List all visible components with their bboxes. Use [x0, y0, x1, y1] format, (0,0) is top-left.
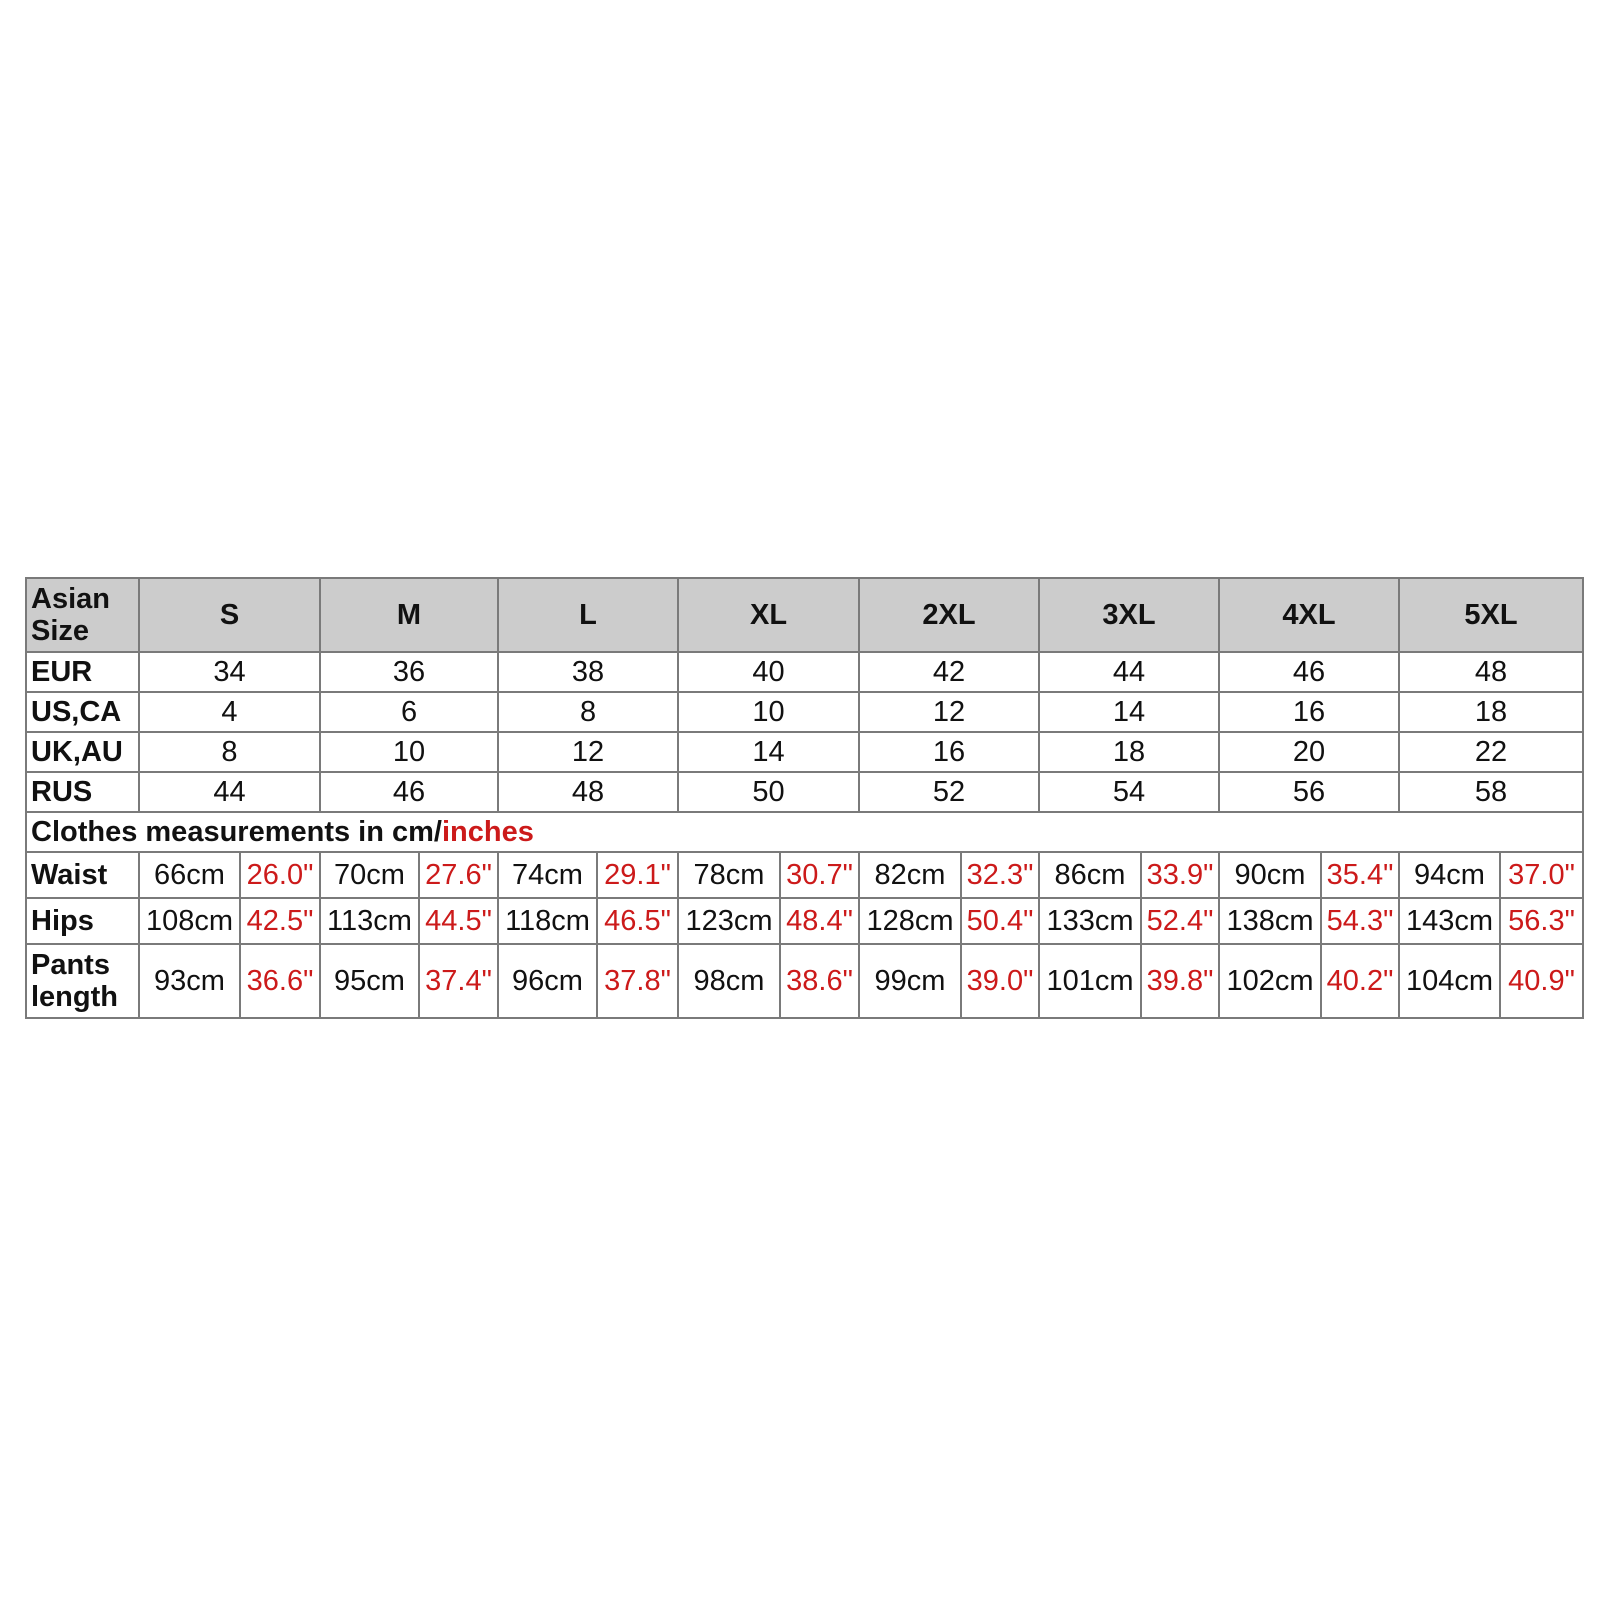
cm-cell: 95cm: [320, 944, 419, 1018]
cm-cell: 96cm: [498, 944, 597, 1018]
inch-cell: 40.2": [1321, 944, 1399, 1018]
inch-cell: 54.3": [1321, 898, 1399, 944]
table-cell: 20: [1219, 732, 1399, 772]
size-4xl-header: 4XL: [1219, 578, 1399, 652]
cm-cell: 93cm: [139, 944, 240, 1018]
inch-cell: 29.1": [597, 852, 678, 898]
table-cell: 14: [1039, 692, 1219, 732]
row-label: EUR: [26, 652, 139, 692]
measurement-row-pants-length: [26, 944, 1583, 1018]
section-heading-text: Clothes measurements in cm/: [31, 816, 442, 848]
row-label: Hips: [26, 898, 139, 944]
cm-cell: 66cm: [139, 852, 240, 898]
cm-cell: 128cm: [859, 898, 961, 944]
table-cell: 14: [678, 732, 859, 772]
inch-cell: 42.5": [240, 898, 320, 944]
table-cell: 38: [498, 652, 678, 692]
cm-cell: 99cm: [859, 944, 961, 1018]
table-cell: 54: [1039, 772, 1219, 812]
size-xl-header: XL: [678, 578, 859, 652]
table-cell: 12: [859, 692, 1039, 732]
inch-cell: 52.4": [1141, 898, 1219, 944]
inch-cell: 32.3": [961, 852, 1039, 898]
row-label: US,CA: [26, 692, 139, 732]
table-cell: 50: [678, 772, 859, 812]
cm-cell: 113cm: [320, 898, 419, 944]
table-cell: 56: [1219, 772, 1399, 812]
table-cell: 48: [498, 772, 678, 812]
conversion-row-eur: [26, 652, 1583, 692]
table-cell: 46: [1219, 652, 1399, 692]
inch-cell: 26.0": [240, 852, 320, 898]
measurements-section-row: [26, 812, 1583, 852]
table-cell: 8: [139, 732, 320, 772]
table-cell: 16: [859, 732, 1039, 772]
size-3xl-header: 3XL: [1039, 578, 1219, 652]
table-cell: 18: [1399, 692, 1583, 732]
inch-cell: 50.4": [961, 898, 1039, 944]
table-cell: 4: [139, 692, 320, 732]
inch-cell: 27.6": [419, 852, 498, 898]
table-cell: 46: [320, 772, 498, 812]
conversion-row-us-ca: [26, 692, 1583, 732]
cm-cell: 102cm: [1219, 944, 1321, 1018]
table-cell: 40: [678, 652, 859, 692]
inch-cell: 40.9": [1500, 944, 1583, 1018]
table-cell: 18: [1039, 732, 1219, 772]
table-cell: 34: [139, 652, 320, 692]
inch-cell: 48.4": [780, 898, 859, 944]
cm-cell: 74cm: [498, 852, 597, 898]
asian-size-label: Asian Size: [26, 578, 139, 652]
inch-cell: 30.7": [780, 852, 859, 898]
measurement-row-waist: [26, 852, 1583, 898]
cm-cell: 133cm: [1039, 898, 1141, 944]
size-chart-table: [25, 577, 1584, 1019]
table-cell: 16: [1219, 692, 1399, 732]
cm-cell: 108cm: [139, 898, 240, 944]
table-cell: 12: [498, 732, 678, 772]
inch-cell: 37.0": [1500, 852, 1583, 898]
inch-cell: 56.3": [1500, 898, 1583, 944]
section-heading-inches: inches: [441, 816, 534, 848]
row-label: RUS: [26, 772, 139, 812]
table-cell: 6: [320, 692, 498, 732]
cm-cell: 78cm: [678, 852, 780, 898]
inch-cell: 39.0": [961, 944, 1039, 1018]
cm-cell: 101cm: [1039, 944, 1141, 1018]
inch-cell: 38.6": [780, 944, 859, 1018]
cm-cell: 82cm: [859, 852, 961, 898]
size-m-header: M: [320, 578, 498, 652]
section-heading: [26, 812, 1583, 852]
cm-cell: 70cm: [320, 852, 419, 898]
table-cell: 8: [498, 692, 678, 732]
inch-cell: 33.9": [1141, 852, 1219, 898]
inch-cell: 46.5": [597, 898, 678, 944]
cm-cell: 123cm: [678, 898, 780, 944]
table-cell: 10: [678, 692, 859, 732]
conversion-row-rus: [26, 772, 1583, 812]
cm-cell: 94cm: [1399, 852, 1500, 898]
cm-cell: 138cm: [1219, 898, 1321, 944]
table-cell: 36: [320, 652, 498, 692]
inch-cell: 36.6": [240, 944, 320, 1018]
table-cell: 42: [859, 652, 1039, 692]
inch-cell: 37.8": [597, 944, 678, 1018]
size-2xl-header: 2XL: [859, 578, 1039, 652]
table-cell: 44: [1039, 652, 1219, 692]
cm-cell: 90cm: [1219, 852, 1321, 898]
table-cell: 58: [1399, 772, 1583, 812]
cm-cell: 98cm: [678, 944, 780, 1018]
inch-cell: 37.4": [419, 944, 498, 1018]
inch-cell: 44.5": [419, 898, 498, 944]
table-cell: 52: [859, 772, 1039, 812]
size-s-header: S: [139, 578, 320, 652]
row-label: UK,AU: [26, 732, 139, 772]
table-cell: 48: [1399, 652, 1583, 692]
inch-cell: 35.4": [1321, 852, 1399, 898]
measurement-row-hips: [26, 898, 1583, 944]
cm-cell: 143cm: [1399, 898, 1500, 944]
row-label: Waist: [26, 852, 139, 898]
size-5xl-header: 5XL: [1399, 578, 1583, 652]
cm-cell: 104cm: [1399, 944, 1500, 1018]
conversion-row-uk-au: [26, 732, 1583, 772]
cm-cell: 86cm: [1039, 852, 1141, 898]
row-label: Pants length: [26, 944, 139, 1018]
inch-cell: 39.8": [1141, 944, 1219, 1018]
table-cell: 10: [320, 732, 498, 772]
header-row: [26, 578, 1583, 652]
cm-cell: 118cm: [498, 898, 597, 944]
table-cell: 22: [1399, 732, 1583, 772]
size-l-header: L: [498, 578, 678, 652]
table-cell: 44: [139, 772, 320, 812]
